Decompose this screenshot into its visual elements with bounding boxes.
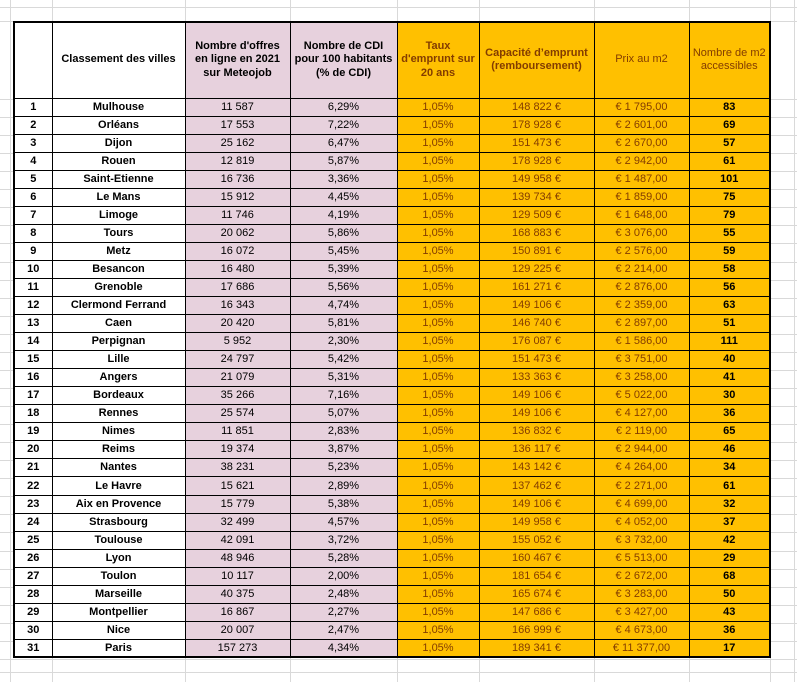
cell-city[interactable]: Toulouse [52,531,185,549]
cell-sqm[interactable]: 30 [689,387,770,405]
cell-capacity[interactable]: 146 740 € [479,315,594,333]
cell-capacity[interactable]: 147 686 € [479,603,594,621]
table-row [14,513,770,531]
cell-price[interactable]: € 4 264,00 [594,459,689,477]
cell-sqm[interactable]: 43 [689,603,770,621]
cell-rate[interactable]: 1,05% [397,152,479,170]
cell-city[interactable]: Saint-Etienne [52,170,185,188]
cell-city[interactable]: Orléans [52,116,185,134]
cell-sqm[interactable]: 46 [689,441,770,459]
cell-city[interactable]: Reims [52,441,185,459]
cell-capacity[interactable]: 155 052 € [479,531,594,549]
cell-city[interactable]: Strasbourg [52,513,185,531]
header-cell-capacity[interactable]: Capacité d’emprunt (remboursement) [479,22,594,98]
cell-capacity[interactable]: 139 734 € [479,188,594,206]
cell-sqm[interactable]: 17 [689,639,770,657]
cell-offers[interactable]: 42 091 [185,531,290,549]
cell-offers[interactable]: 48 946 [185,549,290,567]
cell-cdi[interactable]: 7,16% [290,387,397,405]
cell-price[interactable]: € 2 942,00 [594,152,689,170]
cell-offers[interactable]: 32 499 [185,513,290,531]
cell-rank[interactable]: 4 [14,152,52,170]
cell-city[interactable]: Aix en Provence [52,495,185,513]
cell-cdi[interactable]: 5,87% [290,152,397,170]
cell-offers[interactable]: 38 231 [185,459,290,477]
cell-rate[interactable]: 1,05% [397,242,479,260]
cell-rank[interactable]: 9 [14,242,52,260]
table-row [14,224,770,242]
cell-rank[interactable]: 16 [14,369,52,387]
cell-offers[interactable]: 16 072 [185,242,290,260]
cell-city[interactable]: Lille [52,351,185,369]
cell-rate[interactable]: 1,05% [397,405,479,423]
cell-rate[interactable]: 1,05% [397,387,479,405]
cell-cdi[interactable]: 2,47% [290,621,397,639]
cell-offers[interactable]: 20 007 [185,621,290,639]
cell-sqm[interactable]: 65 [689,423,770,441]
cell-rate[interactable]: 1,05% [397,477,479,495]
cell-city[interactable]: Metz [52,242,185,260]
cell-offers[interactable]: 25 574 [185,405,290,423]
cell-capacity[interactable]: 149 106 € [479,387,594,405]
cell-cdi[interactable]: 2,83% [290,423,397,441]
cell-price[interactable]: € 11 377,00 [594,639,689,657]
cell-rank[interactable]: 11 [14,278,52,296]
cell-rate[interactable]: 1,05% [397,260,479,278]
cell-price[interactable]: € 5 513,00 [594,549,689,567]
cell-cdi[interactable]: 3,87% [290,441,397,459]
cell-capacity[interactable]: 149 106 € [479,405,594,423]
table-row [14,459,770,477]
cell-capacity[interactable]: 129 509 € [479,206,594,224]
cell-rate[interactable]: 1,05% [397,206,479,224]
cell-rate[interactable]: 1,05% [397,441,479,459]
cell-city[interactable]: Mulhouse [52,98,185,116]
cell-cdi[interactable]: 4,19% [290,206,397,224]
cell-offers[interactable]: 15 621 [185,477,290,495]
cell-offers[interactable]: 40 375 [185,585,290,603]
cell-city[interactable]: Dijon [52,134,185,152]
cell-offers[interactable]: 10 117 [185,567,290,585]
cell-rate[interactable]: 1,05% [397,621,479,639]
cell-rate[interactable]: 1,05% [397,188,479,206]
cell-offers[interactable]: 21 079 [185,369,290,387]
cell-capacity[interactable]: 161 271 € [479,278,594,296]
header-row [14,22,770,98]
cell-rate[interactable]: 1,05% [397,278,479,296]
cell-sqm[interactable]: 75 [689,188,770,206]
cell-offers[interactable]: 11 851 [185,423,290,441]
cell-city[interactable]: Rouen [52,152,185,170]
cell-sqm[interactable]: 69 [689,116,770,134]
cell-offers[interactable]: 20 420 [185,315,290,333]
cell-cdi[interactable]: 5,07% [290,405,397,423]
cell-price[interactable]: € 1 487,00 [594,170,689,188]
cell-offers[interactable]: 16 343 [185,297,290,315]
cell-price[interactable]: € 2 672,00 [594,567,689,585]
cell-sqm[interactable]: 111 [689,333,770,351]
header-cell-cdi[interactable]: Nombre de CDI pour 100 habitants (% de CDI) [290,22,397,98]
cell-rank[interactable]: 7 [14,206,52,224]
cell-price[interactable]: € 1 648,00 [594,206,689,224]
cell-capacity[interactable]: 150 891 € [479,242,594,260]
cell-city[interactable]: Rennes [52,405,185,423]
cell-capacity[interactable]: 149 106 € [479,495,594,513]
cell-cdi[interactable]: 2,30% [290,333,397,351]
cell-price[interactable]: € 3 427,00 [594,603,689,621]
table-row [14,495,770,513]
cell-rank[interactable]: 17 [14,387,52,405]
cell-rate[interactable]: 1,05% [397,459,479,477]
cell-price[interactable]: € 1 795,00 [594,98,689,116]
table-row [14,242,770,260]
cell-offers[interactable]: 16 736 [185,170,290,188]
cell-rank[interactable]: 29 [14,603,52,621]
cell-rate[interactable]: 1,05% [397,567,479,585]
table-row [14,639,770,657]
cell-price[interactable]: € 2 214,00 [594,260,689,278]
cell-rank[interactable]: 21 [14,459,52,477]
cell-capacity[interactable]: 136 117 € [479,441,594,459]
cell-price[interactable]: € 2 359,00 [594,297,689,315]
cell-sqm[interactable]: 57 [689,134,770,152]
table-row [14,188,770,206]
table-row [14,549,770,567]
cell-rate[interactable]: 1,05% [397,315,479,333]
cell-price[interactable]: € 3 258,00 [594,369,689,387]
cell-sqm[interactable]: 42 [689,531,770,549]
cell-city[interactable]: Bordeaux [52,387,185,405]
cell-sqm[interactable]: 32 [689,495,770,513]
cell-price[interactable]: € 2 271,00 [594,477,689,495]
cell-sqm[interactable]: 101 [689,170,770,188]
cell-capacity[interactable]: 149 106 € [479,297,594,315]
cell-city[interactable]: Montpellier [52,603,185,621]
table-row [14,170,770,188]
cell-cdi[interactable]: 2,27% [290,603,397,621]
cell-city[interactable]: Nantes [52,459,185,477]
cell-rank[interactable]: 25 [14,531,52,549]
cell-cdi[interactable]: 5,38% [290,495,397,513]
table-row [14,98,770,116]
cell-capacity[interactable]: 149 958 € [479,170,594,188]
cell-city[interactable]: Grenoble [52,278,185,296]
cell-cdi[interactable]: 7,22% [290,116,397,134]
cell-rank[interactable]: 8 [14,224,52,242]
table-row [14,585,770,603]
cell-sqm[interactable]: 63 [689,297,770,315]
cell-cdi[interactable]: 4,74% [290,297,397,315]
table-row [14,351,770,369]
cell-sqm[interactable]: 55 [689,224,770,242]
cell-offers[interactable]: 17 553 [185,116,290,134]
cell-offers[interactable]: 17 686 [185,278,290,296]
cell-sqm[interactable]: 29 [689,549,770,567]
cell-offers[interactable]: 5 952 [185,333,290,351]
cell-offers[interactable]: 19 374 [185,441,290,459]
table-row [14,278,770,296]
table-row [14,621,770,639]
table-row [14,206,770,224]
table-row [14,405,770,423]
cell-price[interactable]: € 2 944,00 [594,441,689,459]
cell-price[interactable]: € 2 897,00 [594,315,689,333]
cell-offers[interactable]: 11 746 [185,206,290,224]
cell-capacity[interactable]: 181 654 € [479,567,594,585]
cell-cdi[interactable]: 3,36% [290,170,397,188]
cell-capacity[interactable]: 189 341 € [479,639,594,657]
table-row [14,441,770,459]
cell-cdi[interactable]: 5,31% [290,369,397,387]
table-row [14,531,770,549]
table-header [14,22,770,98]
cell-city[interactable]: Caen [52,315,185,333]
table-row [14,567,770,585]
cell-offers[interactable]: 16 480 [185,260,290,278]
table-row [14,297,770,315]
cell-price[interactable]: € 2 119,00 [594,423,689,441]
cell-price[interactable]: € 3 076,00 [594,224,689,242]
cell-capacity[interactable]: 178 928 € [479,116,594,134]
cell-sqm[interactable]: 34 [689,459,770,477]
cell-cdi[interactable]: 5,56% [290,278,397,296]
cell-rank[interactable]: 3 [14,134,52,152]
cell-sqm[interactable]: 59 [689,242,770,260]
table-row [14,333,770,351]
cell-rank[interactable]: 27 [14,567,52,585]
cell-cdi[interactable]: 6,29% [290,98,397,116]
cell-price[interactable]: € 4 052,00 [594,513,689,531]
header-cell-rank[interactable] [14,22,52,98]
cell-cdi[interactable]: 3,72% [290,531,397,549]
cell-rank[interactable]: 1 [14,98,52,116]
cell-rate[interactable]: 1,05% [397,585,479,603]
table-row [14,603,770,621]
cell-capacity[interactable]: 149 958 € [479,513,594,531]
cell-sqm[interactable]: 58 [689,260,770,278]
cell-rank[interactable]: 26 [14,549,52,567]
cell-city[interactable]: Nice [52,621,185,639]
table-row [14,369,770,387]
cell-capacity[interactable]: 168 883 € [479,224,594,242]
cell-cdi[interactable]: 6,47% [290,134,397,152]
cell-rank[interactable]: 18 [14,405,52,423]
cell-rank[interactable]: 12 [14,297,52,315]
cell-offers[interactable]: 16 867 [185,603,290,621]
cell-sqm[interactable]: 50 [689,585,770,603]
cell-rank[interactable]: 19 [14,423,52,441]
cell-offers[interactable]: 15 779 [185,495,290,513]
cell-capacity[interactable]: 166 999 € [479,621,594,639]
cell-rank[interactable]: 13 [14,315,52,333]
cell-capacity[interactable]: 148 822 € [479,98,594,116]
cell-price[interactable]: € 4 673,00 [594,621,689,639]
cell-cdi[interactable]: 4,34% [290,639,397,657]
cell-cdi[interactable]: 2,00% [290,567,397,585]
cell-cdi[interactable]: 2,89% [290,477,397,495]
cell-sqm[interactable]: 36 [689,405,770,423]
cell-rank[interactable]: 5 [14,170,52,188]
header-cell-price[interactable]: Prix au m2 [594,22,689,98]
cell-rank[interactable]: 28 [14,585,52,603]
cell-capacity[interactable]: 176 087 € [479,333,594,351]
cell-offers[interactable]: 25 162 [185,134,290,152]
cell-rate[interactable]: 1,05% [397,531,479,549]
cell-rank[interactable]: 14 [14,333,52,351]
cell-rate[interactable]: 1,05% [397,369,479,387]
cell-capacity[interactable]: 160 467 € [479,549,594,567]
cell-city[interactable]: Besancon [52,260,185,278]
table-body [14,98,770,657]
cell-rate[interactable]: 1,05% [397,603,479,621]
cell-sqm[interactable]: 83 [689,98,770,116]
cell-sqm[interactable]: 61 [689,477,770,495]
cell-cdi[interactable]: 5,42% [290,351,397,369]
cell-rate[interactable]: 1,05% [397,297,479,315]
table-row [14,152,770,170]
cell-city[interactable]: Nimes [52,423,185,441]
cell-rank[interactable]: 23 [14,495,52,513]
cell-offers[interactable]: 24 797 [185,351,290,369]
cell-price[interactable]: € 3 283,00 [594,585,689,603]
cell-city[interactable]: Perpignan [52,333,185,351]
cell-city[interactable]: Limoge [52,206,185,224]
cell-capacity[interactable]: 143 142 € [479,459,594,477]
header-cell-rate[interactable]: Taux d'emprunt sur 20 ans [397,22,479,98]
cell-rank[interactable]: 2 [14,116,52,134]
cell-sqm[interactable]: 68 [689,567,770,585]
cell-cdi[interactable]: 5,86% [290,224,397,242]
table-row [14,477,770,495]
cell-price[interactable]: € 1 859,00 [594,188,689,206]
cell-capacity[interactable]: 136 832 € [479,423,594,441]
cell-city[interactable]: Angers [52,369,185,387]
cell-rank[interactable]: 24 [14,513,52,531]
cell-city[interactable]: Marseille [52,585,185,603]
cell-price[interactable]: € 3 732,00 [594,531,689,549]
cell-rate[interactable]: 1,05% [397,423,479,441]
cell-sqm[interactable]: 79 [689,206,770,224]
cell-city[interactable]: Lyon [52,549,185,567]
cell-capacity[interactable]: 165 674 € [479,585,594,603]
cell-rate[interactable]: 1,05% [397,333,479,351]
cell-rank[interactable]: 20 [14,441,52,459]
cell-cdi[interactable]: 5,45% [290,242,397,260]
cell-sqm[interactable]: 41 [689,369,770,387]
cell-city[interactable]: Paris [52,639,185,657]
table-row [14,134,770,152]
cell-price[interactable]: € 2 670,00 [594,134,689,152]
cell-rate[interactable]: 1,05% [397,639,479,657]
cell-rate[interactable]: 1,05% [397,170,479,188]
cell-capacity[interactable]: 129 225 € [479,260,594,278]
cell-cdi[interactable]: 5,39% [290,260,397,278]
cell-sqm[interactable]: 61 [689,152,770,170]
cell-rate[interactable]: 1,05% [397,549,479,567]
cell-cdi[interactable]: 5,28% [290,549,397,567]
cell-rate[interactable]: 1,05% [397,116,479,134]
table-row [14,260,770,278]
table-row [14,116,770,134]
cell-capacity[interactable]: 133 363 € [479,369,594,387]
cell-offers[interactable]: 157 273 [185,639,290,657]
cell-city[interactable]: Tours [52,224,185,242]
cell-cdi[interactable]: 5,23% [290,459,397,477]
table-row [14,423,770,441]
cell-capacity[interactable]: 137 462 € [479,477,594,495]
cell-rank[interactable]: 10 [14,260,52,278]
cell-capacity[interactable]: 178 928 € [479,152,594,170]
cell-cdi[interactable]: 4,57% [290,513,397,531]
cell-rank[interactable]: 6 [14,188,52,206]
cell-offers[interactable]: 15 912 [185,188,290,206]
cell-price[interactable]: € 2 576,00 [594,242,689,260]
cell-sqm[interactable]: 51 [689,315,770,333]
header-cell-sqm[interactable]: Nombre de m2 accessibles [689,22,770,98]
cell-rank[interactable]: 15 [14,351,52,369]
cell-capacity[interactable]: 151 473 € [479,351,594,369]
cell-price[interactable]: € 5 022,00 [594,387,689,405]
cell-sqm[interactable]: 56 [689,278,770,296]
cell-offers[interactable]: 12 819 [185,152,290,170]
cities-ranking-table [13,21,771,658]
header-cell-offers[interactable]: Nombre d'offres en ligne en 2021 sur Meteojob [185,22,290,98]
cell-price[interactable]: € 4 699,00 [594,495,689,513]
cell-offers[interactable]: 11 587 [185,98,290,116]
cell-city[interactable]: Toulon [52,567,185,585]
cell-offers[interactable]: 35 266 [185,387,290,405]
cell-rate[interactable]: 1,05% [397,513,479,531]
cell-capacity[interactable]: 151 473 € [479,134,594,152]
cell-rank[interactable]: 22 [14,477,52,495]
cell-rank[interactable]: 31 [14,639,52,657]
cell-price[interactable]: € 2 876,00 [594,278,689,296]
cell-city[interactable]: Le Mans [52,188,185,206]
cell-price[interactable]: € 4 127,00 [594,405,689,423]
table-row [14,387,770,405]
cell-price[interactable]: € 3 751,00 [594,351,689,369]
header-cell-city[interactable]: Classement des villes [52,22,185,98]
cell-city[interactable]: Le Havre [52,477,185,495]
cell-cdi[interactable]: 4,45% [290,188,397,206]
cell-sqm[interactable]: 40 [689,351,770,369]
table-row [14,315,770,333]
cell-sqm[interactable]: 36 [689,621,770,639]
cell-offers[interactable]: 20 062 [185,224,290,242]
cell-rate[interactable]: 1,05% [397,134,479,152]
cell-city[interactable]: Clermond Ferrand [52,297,185,315]
cell-rate[interactable]: 1,05% [397,495,479,513]
cell-rate[interactable]: 1,05% [397,351,479,369]
cell-cdi[interactable]: 2,48% [290,585,397,603]
cell-rate[interactable]: 1,05% [397,224,479,242]
cell-price[interactable]: € 2 601,00 [594,116,689,134]
cell-cdi[interactable]: 5,81% [290,315,397,333]
cell-rate[interactable]: 1,05% [397,98,479,116]
cell-price[interactable]: € 1 586,00 [594,333,689,351]
cell-sqm[interactable]: 37 [689,513,770,531]
cell-rank[interactable]: 30 [14,621,52,639]
